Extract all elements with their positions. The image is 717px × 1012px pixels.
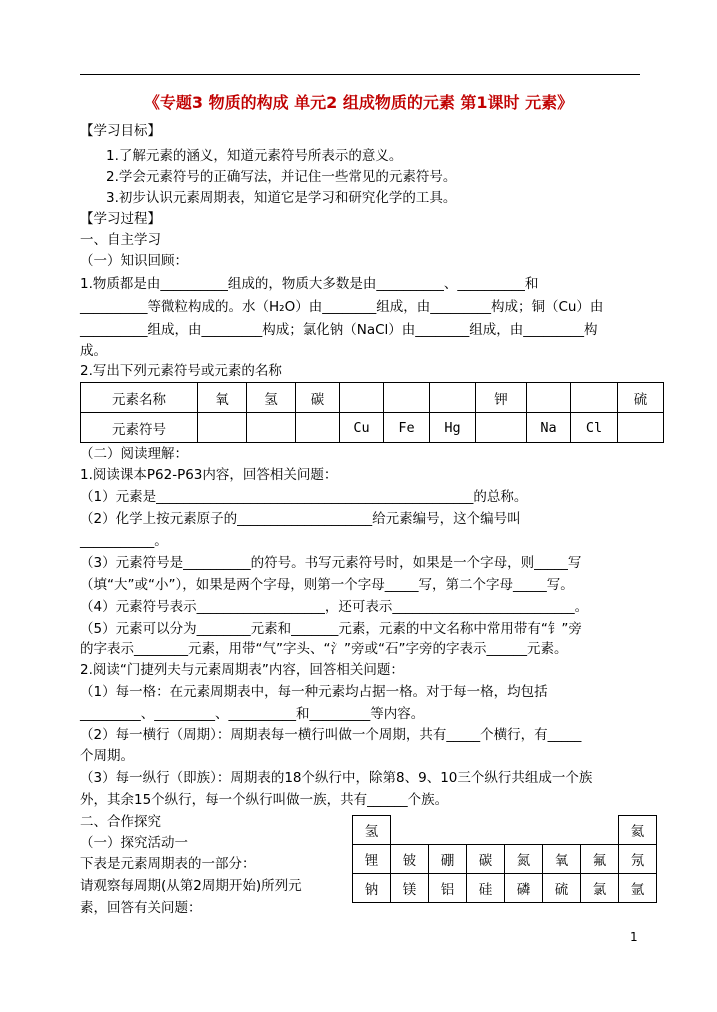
reading-answer-3: （3）元素符号是__________的符号。书写元素符号时，如果是一个字母，则_____写 (80, 555, 582, 571)
question-1-line-1: 1.物质都是由__________组成的，物质大多数是由__________、__________和 (80, 276, 539, 292)
question-2: 2.写出下列元素符号或元素的名称 (80, 363, 282, 379)
period-row-1 (353, 816, 657, 845)
reading-b1-cont: _________、_________、__________和_________等内容。 (80, 706, 425, 722)
periodic-table-excerpt (352, 815, 657, 903)
periodic-cell (429, 816, 467, 845)
element-symbol-row (81, 413, 664, 443)
element-symbol-cell: Fe (384, 413, 430, 443)
element-name-cell (527, 383, 571, 413)
goal-item-3: 3.初步认识元素周期表，知道它是学习和研究化学的工具。 (106, 190, 457, 206)
reading-b3-cont: 外，其余15个纵行，每一个纵行叫做一族，共有______个族。 (80, 792, 449, 808)
question-1-line-2: __________等微粒构成的。水（H₂O）由________组成，由_________构成；铜（Cu）由 (80, 299, 604, 315)
periodic-cell: 钠 (353, 874, 391, 903)
reading-answer-5-cont: 的字表示________元素，用带“气”字头、“氵”旁或“石”字旁的字表示______元素。 (80, 641, 568, 657)
document-title: 《专题3 物质的构成 单元2 组成物质的元素 第1课时 元素》 (143, 93, 574, 112)
periodic-cell (505, 816, 543, 845)
periodic-cell (543, 816, 581, 845)
reading-b2: （2）每一横行（周期）：周期表每一横行叫做一个周期，共有_____个横行，有_____ (80, 727, 582, 743)
element-name-cell (384, 383, 430, 413)
reading-answer-5: （5）元素可以分为________元素和_______元素，元素的中文名称中常用带有“钅”旁 (80, 621, 582, 637)
periodic-cell (581, 816, 619, 845)
section-self-study: 一、自主学习 (80, 232, 161, 248)
row-label: 元素符号 (81, 413, 198, 443)
explore-heading: （一）探究活动一 (80, 835, 188, 851)
periodic-cell: 氟 (581, 845, 619, 874)
explore-line-3: 素，回答有关问题： (80, 900, 202, 916)
element-name-cell: 氧 (198, 383, 247, 413)
reading-question-2: 2.阅读“门捷列夫与元素周期表”内容，回答相关问题： (80, 662, 404, 678)
reading-answer-2: （2）化学上按元素原子的____________________给元素编号，这个编号叫 (80, 511, 521, 527)
element-symbol-cell (247, 413, 296, 443)
period-row-2 (353, 845, 657, 874)
periodic-cell: 磷 (505, 874, 543, 903)
reading-answer-1: （1）元素是_______________________________________________的总称。 (80, 489, 528, 505)
periodic-cell: 硼 (429, 845, 467, 874)
element-symbol-cell (296, 413, 340, 443)
reading-answer-2-cont: ___________。 (80, 533, 168, 549)
periodic-cell: 氧 (543, 845, 581, 874)
periodic-cell: 氦 (619, 816, 657, 845)
periodic-cell: 碳 (467, 845, 505, 874)
period-row-3 (353, 874, 657, 903)
question-1-line-3: __________组成，由_________构成；氯化钠（NaCl）由________组成，由_________构 (80, 322, 598, 338)
explore-line-1: 下表是元素周期表的一部分： (80, 856, 256, 872)
reading-heading: （二）阅读理解： (80, 446, 188, 462)
element-name-cell: 氢 (247, 383, 296, 413)
element-name-cell (340, 383, 384, 413)
periodic-cell: 锂 (353, 845, 391, 874)
goal-item-1: 1.了解元素的涵义，知道元素符号所表示的意义。 (106, 148, 403, 164)
periodic-cell (391, 816, 429, 845)
periodic-cell: 硫 (543, 874, 581, 903)
element-name-cell (430, 383, 476, 413)
element-symbol-cell: Cu (340, 413, 384, 443)
explore-line-2: 请观察每周期(从第2周期开始)所列元 (80, 878, 302, 894)
periodic-cell: 氮 (505, 845, 543, 874)
row-label: 元素名称 (81, 383, 198, 413)
element-name-row (81, 383, 664, 413)
reading-question-1: 1.阅读课本P62-P63内容，回答相关问题： (80, 467, 338, 483)
reading-answer-3-cont: （填“大”或“小”），如果是两个字母，则第一个字母_____写，第二个字母_____写。 (80, 577, 574, 593)
periodic-cell: 氖 (619, 845, 657, 874)
header-rule (80, 74, 640, 75)
reading-b2-cont: 个周期。 (80, 748, 134, 764)
element-symbol-cell: Cl (571, 413, 618, 443)
question-1-line-4: 成。 (80, 343, 107, 359)
page-number: 1 (630, 930, 638, 944)
goals-heading: 【学习目标】 (80, 123, 161, 139)
element-name-cell (571, 383, 618, 413)
element-name-cell: 硫 (618, 383, 664, 413)
element-table (80, 382, 664, 443)
periodic-cell: 硅 (467, 874, 505, 903)
periodic-cell: 铍 (391, 845, 429, 874)
element-symbol-cell (198, 413, 247, 443)
review-heading: （一）知识回顾： (80, 253, 188, 269)
element-symbol-cell (618, 413, 664, 443)
periodic-cell: 镁 (391, 874, 429, 903)
periodic-cell: 氩 (619, 874, 657, 903)
periodic-cell: 氯 (581, 874, 619, 903)
element-name-cell: 碳 (296, 383, 340, 413)
element-symbol-cell: Hg (430, 413, 476, 443)
periodic-cell: 氢 (353, 816, 391, 845)
element-symbol-cell (476, 413, 527, 443)
periodic-cell: 铝 (429, 874, 467, 903)
goal-item-2: 2.学会元素符号的正确写法，并记住一些常见的元素符号。 (106, 169, 457, 185)
reading-b1: （1）每一格：在元素周期表中，每一种元素均占据一格。对于每一格，均包括 (80, 684, 548, 700)
process-heading: 【学习过程】 (80, 211, 161, 227)
section-cooperative: 二、合作探究 (80, 814, 161, 830)
reading-b3: （3）每一纵行（即族）：周期表的18个纵行中，除第8、9、10三个纵行共组成一个族 (80, 770, 593, 786)
reading-answer-4: （4）元素符号表示___________________，还可表示___________________________。 (80, 599, 589, 615)
element-name-cell: 钾 (476, 383, 527, 413)
periodic-cell (467, 816, 505, 845)
element-symbol-cell: Na (527, 413, 571, 443)
